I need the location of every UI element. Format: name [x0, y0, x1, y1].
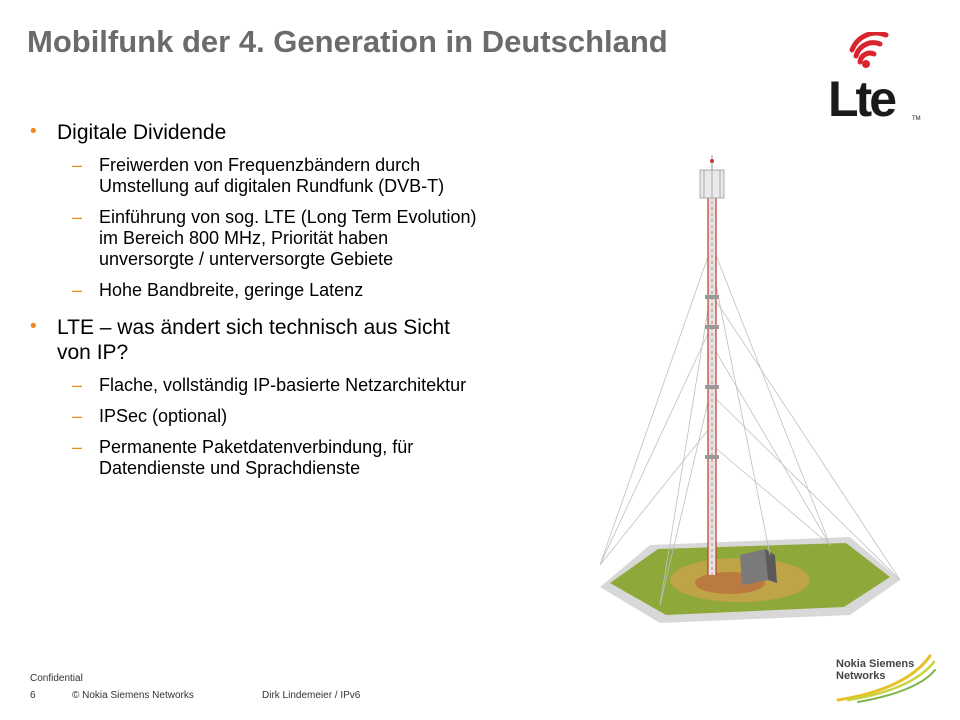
sub-item [30, 207, 480, 270]
copyright-text: © Nokia Siemens Networks [72, 690, 194, 701]
brand-line-1: Nokia Siemens [836, 658, 915, 670]
sub-item [30, 406, 480, 427]
sub-item [30, 437, 480, 479]
dash-icon: – [72, 375, 83, 395]
sub-item-text: IPSec (optional) [99, 406, 228, 426]
sub-item-text: Einführung von sog. LTE (Long Term Evolution) im Bereich 800 MHz, Priorität haben unversorgte / unterversorgte Gebiete [99, 207, 477, 269]
dash-icon: – [72, 437, 83, 457]
page-number: 6 [30, 690, 36, 701]
brand-line-2: Networks [836, 670, 886, 682]
dash-icon: – [72, 406, 83, 426]
slide-title: Mobilfunk der 4. Generation in Deutschland [27, 24, 668, 59]
sub-item-text: Hohe Bandbreite, geringe Latenz [99, 280, 364, 300]
dash-icon: – [72, 280, 83, 300]
bullet-item [30, 315, 450, 365]
sub-item [30, 280, 480, 301]
sub-item-text: Freiwerden von Frequenzbändern durch Umstellung auf digitalen Rundfunk (DVB-T) [99, 155, 445, 196]
transmission-tower-image [600, 125, 930, 625]
bullet-item [30, 120, 480, 145]
sub-item [30, 155, 480, 197]
lte-logo-text: Lte [828, 71, 894, 127]
bullet-icon: • [30, 121, 37, 142]
confidential-label: Confidential [30, 673, 83, 684]
bullet-list [30, 120, 480, 489]
lte-logo [826, 32, 926, 136]
sub-item-text: Flache, vollständig IP-basierte Netzarchitektur [99, 375, 467, 395]
trademark-text: TM [912, 116, 921, 122]
dash-icon: – [72, 207, 83, 227]
sub-item-text: Permanente Paketdatenverbindung, für Datendienste und Sprachdienste [99, 437, 414, 478]
bullet-text: Digitale Dividende [57, 121, 227, 144]
bullet-icon: • [30, 316, 37, 337]
dash-icon: – [72, 155, 83, 175]
author-text: Dirk Lindemeier / IPv6 [262, 690, 361, 701]
sub-item [30, 375, 480, 396]
bullet-text: LTE – was ändert sich technisch aus Sicht von IP? [57, 316, 450, 364]
signal-waves-icon [852, 33, 886, 62]
